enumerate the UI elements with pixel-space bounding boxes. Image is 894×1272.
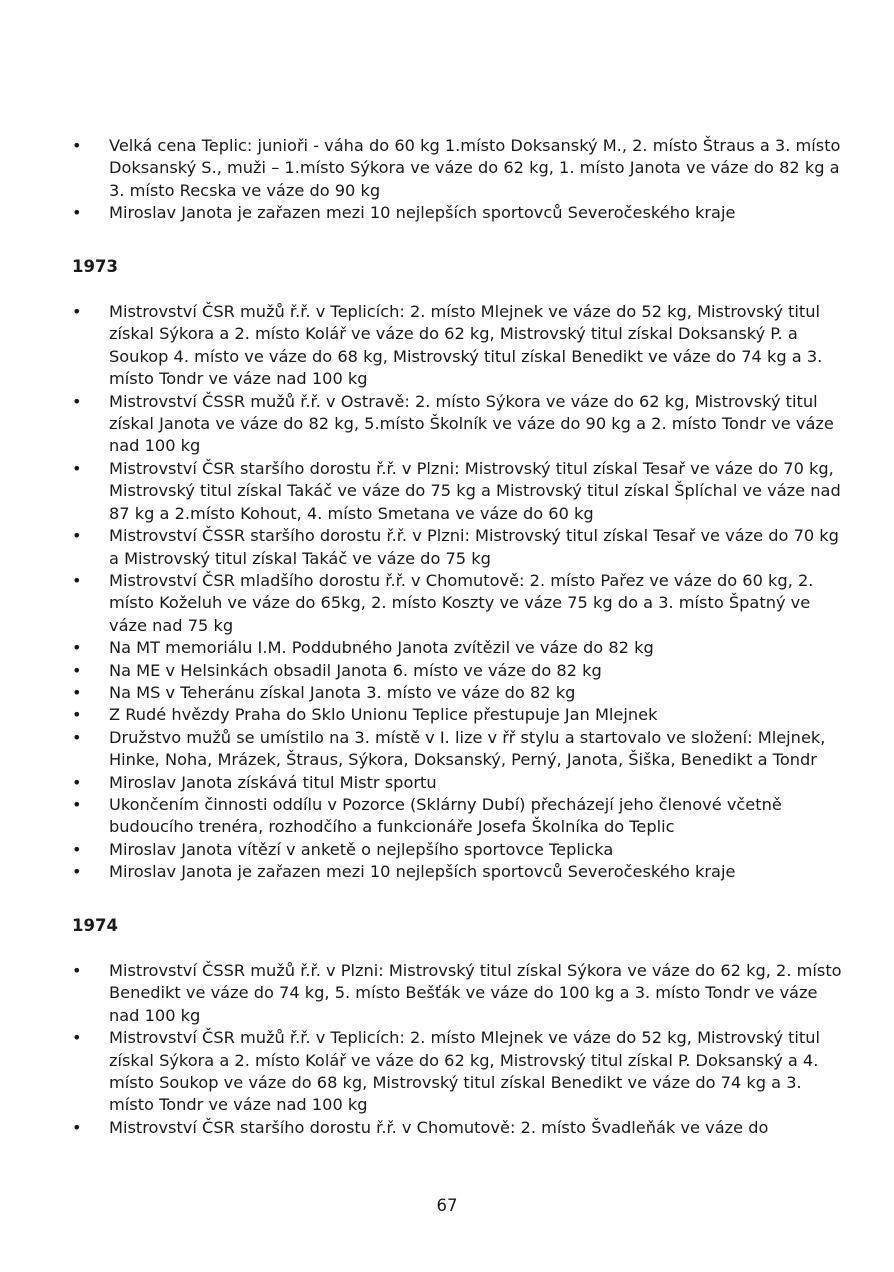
bullet-icon: • xyxy=(72,203,82,223)
year-heading-1973: 1973 xyxy=(72,256,118,276)
list-item xyxy=(72,682,842,704)
bullet-icon: • xyxy=(72,705,82,725)
list-item-text: Mistrovství ČSR mladšího dorostu ř.ř. v Chomutově: 2. místo Pařez ve váze do 60 kg, 2. místo Koželuh ve váze do 65kg, 2. místo Koszty ve váze 75 kg do a 3. místo Špatný ve váze nad 75 kg xyxy=(109,570,814,635)
list-item-text: Mistrovství ČSR mužů ř.ř. v Teplicích: 2. místo Mlejnek ve váze do 52 kg, Mistrovský titul získal Sýkora a 2. místo Kolář ve váze do 62 kg, Mistrovský titul získal Doksanský P. a Soukop 4. místo ve váze do 68 kg, Mistrovský titul získal Benedikt ve váze do 74 kg a 3. místo Tondr ve váze nad 100 kg xyxy=(109,302,823,389)
list-item xyxy=(72,727,842,772)
list-item-text: Na MS v Teheránu získal Janota 3. místo ve váze do 82 kg xyxy=(109,682,576,702)
bullet-list-1973 xyxy=(72,301,842,884)
list-item-text: Na ME v Helsinkách obsadil Janota 6. místo ve váze do 82 kg xyxy=(109,660,602,680)
list-item xyxy=(72,1027,842,1117)
bullet-icon: • xyxy=(72,660,82,680)
list-item-text: Na MT memoriálu I.M. Poddubného Janota zvítězil ve váze do 82 kg xyxy=(109,638,654,658)
page-number: 67 xyxy=(436,1196,458,1215)
list-item xyxy=(72,660,842,682)
list-item-text: Mistrovství ČSR staršího dorostu ř.ř. v Chomutově: 2. místo Švadleňák ve váze do xyxy=(109,1117,769,1137)
bullet-icon: • xyxy=(72,682,82,702)
list-item-text: Mistrovství ČSR mužů ř.ř. v Teplicích: 2. místo Mlejnek ve váze do 52 kg, Mistrovský titul získal Sýkora a 2. místo Kolář ve váze do 62 kg, Mistrovský titul získal P. Doksanský a 4. místo Soukop ve váze do 68 kg, Mistrovský titul získal Benedikt ve váze do 74 kg a 3. místo Tondr ve váze nad 100 kg xyxy=(109,1028,821,1115)
list-item-text: Ukončením činnosti oddílu v Pozorce (Sklárny Dubí) přecházejí jeho členové včetně budoucího trenéra, rozhodčího a funkcionáře Josefa Školníka do Teplic xyxy=(109,794,782,837)
list-item-text: Miroslav Janota je zařazen mezi 10 nejlepších sportovců Severočeského kraje xyxy=(109,862,736,882)
list-item xyxy=(72,1117,842,1139)
list-item xyxy=(72,301,842,391)
bullet-icon: • xyxy=(72,794,82,814)
bullet-icon: • xyxy=(72,772,82,792)
list-item xyxy=(72,861,842,883)
bullet-icon: • xyxy=(72,302,82,322)
list-item xyxy=(72,637,842,659)
bullet-icon: • xyxy=(72,862,82,882)
bullet-list-continued xyxy=(72,135,842,225)
list-item-text: Miroslav Janota je zařazen mezi 10 nejlepších sportovců Severočeského kraje xyxy=(109,203,736,223)
list-item xyxy=(72,202,842,224)
list-item xyxy=(72,525,842,570)
list-item-text: Velká cena Teplic: junioři - váha do 60 kg 1.místo Doksanský M., 2. místo Štraus a 3. místo Doksanský S., muži – 1.místo Sýkora ve váze do 62 kg, 1. místo Janota ve váze do 82 kg a 3. místo Recska ve váze do 90 kg xyxy=(109,136,841,200)
list-item xyxy=(72,794,842,839)
list-item-text: Miroslav Janota získává titul Mistr sportu xyxy=(109,772,437,792)
bullet-icon: • xyxy=(72,1117,82,1137)
list-item xyxy=(72,391,842,458)
bullet-icon: • xyxy=(72,727,82,747)
list-item xyxy=(72,570,842,637)
page-content xyxy=(72,135,842,1139)
list-item xyxy=(72,704,842,726)
list-item xyxy=(72,458,842,525)
list-item-text: Družstvo mužů se umístilo na 3. místě v I. lize v řř stylu a startovalo ve složení: Mlejnek, Hinke, Noha, Mrázek, Štraus, Sýkora, Doksanský, Perný, Janota, Šiška, Benedikt a Tondr xyxy=(109,727,826,770)
bullet-icon: • xyxy=(72,526,82,546)
list-item xyxy=(72,135,842,202)
bullet-icon: • xyxy=(72,136,82,155)
list-item-text: Z Rudé hvězdy Praha do Sklo Unionu Teplice přestupuje Jan Mlejnek xyxy=(109,705,658,725)
list-item-text: Miroslav Janota vítězí v anketě o nejlepšího sportovce Teplicka xyxy=(109,839,614,859)
bullet-list-1974 xyxy=(72,960,842,1139)
bullet-icon: • xyxy=(72,638,82,658)
list-item xyxy=(72,772,842,794)
list-item-text: Mistrovství ČSSR staršího dorostu ř.ř. v Plzni: Mistrovský titul získal Tesař ve váze do 70 kg a Mistrovský titul získal Takáč ve váze do 75 kg xyxy=(109,526,839,568)
bullet-icon: • xyxy=(72,961,82,980)
list-item xyxy=(72,960,842,1027)
bullet-icon: • xyxy=(72,458,82,478)
bullet-icon: • xyxy=(72,1028,82,1048)
list-item-text: Mistrovství ČSSR mužů ř.ř. v Plzni: Mistrovský titul získal Sýkora ve váze do 62 kg, 2. místo Benedikt ve váze do 74 kg, 5. místo Bešťák ve váze do 100 kg a 3. místo Tondr ve váze nad 100 kg xyxy=(109,961,842,1025)
list-item xyxy=(72,839,842,861)
year-heading-1974: 1974 xyxy=(72,915,118,935)
bullet-icon: • xyxy=(72,391,82,411)
list-item-text: Mistrovství ČSR staršího dorostu ř.ř. v Plzni: Mistrovský titul získal Tesař ve váze do 70 kg, Mistrovský titul získal Takáč ve váze do 75 kg a Mistrovský titul získal Šplíchal ve váze nad 87 kg a 2.místo Kohout, 4. místo Smetana ve váze do 60 kg xyxy=(109,458,841,523)
list-item-text: Mistrovství ČSSR mužů ř.ř. v Ostravě: 2. místo Sýkora ve váze do 62 kg, Mistrovský titul získal Janota ve váze do 82 kg, 5.místo Školník ve váze do 90 kg a 2. místo Tondr ve váze nad 100 kg xyxy=(109,391,834,456)
bullet-icon: • xyxy=(72,570,82,590)
bullet-icon: • xyxy=(72,839,82,859)
